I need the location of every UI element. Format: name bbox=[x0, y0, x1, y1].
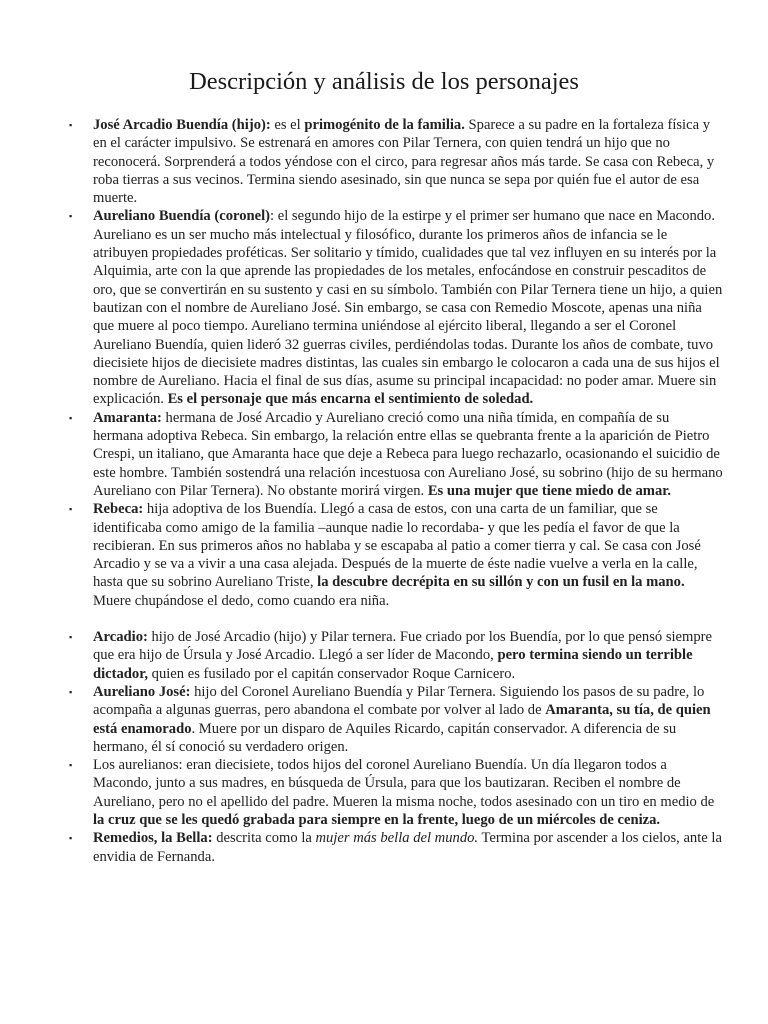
body-text: hija adoptiva de los Buendía. Llegó a casa de estos, con una carta de un familiar, que se identificaba como amigo de la familia –aunque nadie lo recordaba- y que les pedía el favor de que la recibieran. En sus primeros años no hablaba y se escapaba al patio a comer tierra y cal. Se casa con José Arcadio y se va a vivir a una casa alejada. Después de la muerte de éste nadie vuelve a verla en la calle, hasta que su sobrino Aureliano Triste, bbox=[93, 501, 701, 591]
bullet-icon: ▪ bbox=[69, 760, 73, 771]
body-text: Sparece a su padre en la fortaleza física y en el carácter impulsivo. Se estrenará en amores con Pilar Ternera, con quien tendrá un hijo que no reconocerá. Sorprenderá a todos yéndose con el circo, para regresar años más tarde. Se casa con Rebeca, y roba tierras a sus vecinos. Termina siendo asesinado, sin que nunca se sepa por quién fue el autor de esa muerte. bbox=[93, 117, 715, 207]
bullet-icon: ▪ bbox=[69, 412, 73, 423]
body-text: . Muere por un disparo de Aquiles Ricardo, capitán conservador. A diferencia de su hermano, él sí conoció su verdadero origen. bbox=[93, 720, 677, 755]
bullet-icon: ▪ bbox=[69, 686, 73, 697]
list-item bbox=[69, 683, 723, 756]
body-text: hijo de José Arcadio (hijo) y Pilar ternera. Fue criado por los Buendía, por lo que pensó siempre que era hijo de Úrsula y José Arcadio. Llegó a ser líder de Macondo, bbox=[93, 629, 713, 664]
bold-text: Remedios, la Bella: bbox=[93, 830, 213, 847]
bullet-icon: ▪ bbox=[69, 833, 73, 844]
body-text: : el segundo hijo de la estirpe y el primer ser humano que nace en Macondo. Aureliano es un ser mucho más intelectual y filosófico, durante los primeros años de infancia se le atribuyen propiedades proféticas. Ser solitario y tímido, cualidades que tal vez influyen en su interés por la Alquimia, arte con la que aprende las propiedades de los metales, enfocándose en construir pescaditos de oro, que se convertirán en su sustento y casi en su símbolo. También con Pilar Ternera tiene un hijo, a quien bautizan con el nombre de Aureliano José. Sin embargo, se casa con Remedio Moscote, apenas una niña que muere al poco tiempo. Aureliano termina uniéndose al ejército liberal, llegando a ser el Coronel Aureliano Buendía, quien lideró 32 guerras civiles, perdiéndolas todas. Durante los años de combate, tuvo diecisiete hijos de diecisiete madres distintas, las cuales sin embargo le colocaron a cada una de sus hijos el nombre de Aureliano. Hacia el final de sus días, asume su principal incapacidad: no poder amar. Muere sin explicación. bbox=[93, 208, 723, 408]
bold-text: Amaranta: bbox=[93, 409, 162, 426]
body-text: Muere chupándose el dedo, como cuando era niña. bbox=[93, 592, 390, 609]
bullet-icon: ▪ bbox=[69, 211, 73, 222]
body-text: hijo del Coronel Aureliano Buendía y Pilar Ternera. Siguiendo los pasos de su padre, lo acompaña a algunas guerras, pero abandona el combate por volver al lado de bbox=[93, 683, 705, 719]
bold-text: la cruz que se les quedó grabada para siempre en la frente, luego de un miércoles de ceniza. bbox=[93, 811, 661, 828]
bold-text: Rebeca: bbox=[93, 501, 144, 518]
bold-text: la descubre decrépita en su sillón y con un fusil en la mano. bbox=[317, 574, 685, 591]
body-text: Termina por ascender a los cielos, ante la envidia de Fernanda. bbox=[93, 830, 722, 865]
list-item bbox=[69, 409, 723, 500]
list-item bbox=[69, 628, 723, 683]
body-text: hermana de José Arcadio y Aureliano creció como una niña tímida, en compañía de su hermana adoptiva Rebeca. Sin embargo, la relación entre ellas se quebranta frente a la aparición de Pietro Crespi, un italiano, que Amaranta hace que deje a Rebeca para luego rechazarlo, ocasionando el suicidio de este hombre. También sostendrá una relación incestuosa con Aureliano José, su sobrino (hijo de su hermano Aureliano con Pilar Ternera). No obstante morirá virgen. bbox=[93, 409, 723, 499]
bold-text: Amaranta, su tía, de quien está enamorado bbox=[93, 702, 711, 737]
bold-text: Es el personaje que más encarna el sentimiento de soledad. bbox=[167, 391, 534, 408]
list-item bbox=[69, 829, 723, 866]
character-list bbox=[69, 116, 723, 866]
bold-text: Es una mujer que tiene miedo de amar. bbox=[427, 482, 672, 499]
list-item bbox=[69, 207, 723, 408]
bold-text: pero termina siendo un terrible dictador, bbox=[93, 647, 693, 682]
bullet-icon: ▪ bbox=[69, 120, 73, 130]
bullet-icon: ▪ bbox=[69, 504, 73, 515]
body-text: Los aurelianos: eran diecisiete, todos hijos del coronel Aureliano Buendía. Un día llegaron todos a Macondo, junto a sus madres, en búsqueda de Úrsula, para que los bautizaran. Reciben el nombre de Aureliano, pero no el apellido del padre. Mueren la misma noche, todos asesinado con un tiro en medio de bbox=[93, 757, 715, 810]
page-title: Descripción y análisis de los personajes bbox=[189, 68, 579, 95]
bold-text: Arcadio: bbox=[93, 629, 148, 646]
list-item bbox=[69, 500, 723, 610]
list-item bbox=[69, 116, 723, 207]
body-text: descrita como la bbox=[212, 830, 316, 847]
italic-text: mujer más bella del mundo. bbox=[315, 830, 479, 847]
body-text: quien es fusilado por el capitán conservador Roque Carnicero. bbox=[148, 665, 516, 682]
bullet-icon: ▪ bbox=[69, 632, 73, 643]
bold-text: primogénito de la familia. bbox=[304, 117, 465, 133]
body-text: es el bbox=[270, 117, 305, 133]
bold-text: Aureliano José: bbox=[93, 683, 191, 700]
list-item bbox=[69, 756, 723, 829]
bold-text: José Arcadio Buendía (hijo): bbox=[93, 117, 271, 133]
bold-text: Aureliano Buendía (coronel) bbox=[93, 208, 271, 225]
